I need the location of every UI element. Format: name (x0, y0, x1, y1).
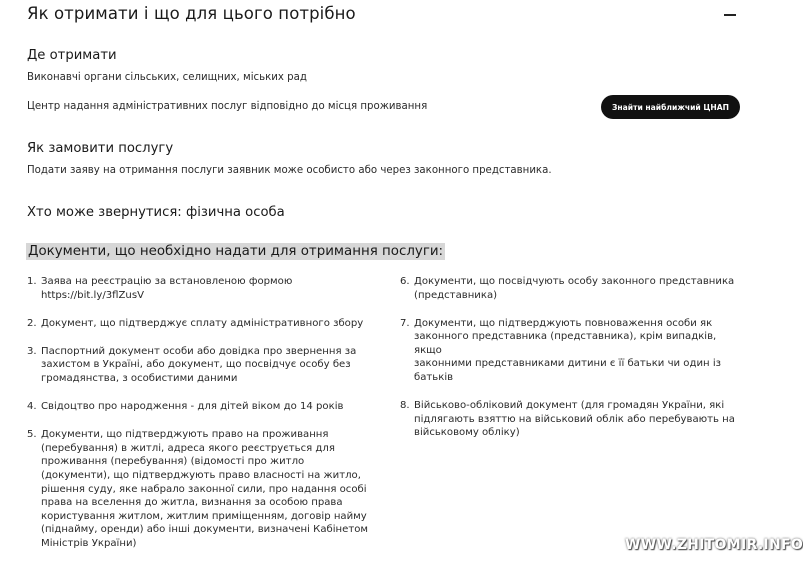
list-text: Свідоцтво про народження - для дітей віком до 14 років (41, 401, 344, 413)
list-text: Документи, що посвідчують особу законного представника (представника) (414, 276, 735, 301)
list-number: 5. (27, 429, 37, 441)
order-heading: Як замовити послугу (27, 141, 174, 156)
section-title: Як отримати і що для цього потрібно (27, 4, 356, 23)
where-line-2: Центр надання адміністративних послуг відповідно до місця проживання (27, 101, 428, 112)
site-watermark: WWW.ZHITOMIR.INFO (625, 537, 803, 553)
list-text: Документ, що підтверджує сплату адміністративного збору (41, 317, 364, 329)
who-heading: Хто може звернутися: фізична особа (27, 205, 285, 220)
list-number: 1. (27, 276, 37, 287)
list-number: 4. (27, 401, 37, 413)
documents-list-right (400, 275, 745, 454)
list-text: Паспортний документ особи або довідка про звернення за захистом в Україні, або документ, що посвідчує особу без громадянства, з особистими даними (41, 345, 357, 384)
collapse-minus-icon[interactable] (721, 5, 741, 23)
list-item (27, 400, 372, 414)
where-heading: Де отримати (27, 48, 117, 63)
documents-list-left (27, 275, 372, 565)
list-text: Військово-обліковий документ (для громадян України, які підлягають взяттю на військовий облік або перебувають на військовому обліку) (414, 400, 735, 439)
list-item (400, 275, 745, 302)
list-text: Документи, що підтверджують повноваження особи як законного представника (представника), крім випадків, якщо законними представниками дитини є її батьки чи один із батьків (414, 317, 721, 384)
list-number: 3. (27, 345, 37, 357)
list-number: 7. (400, 317, 410, 329)
list-text: Документи, що підтверджують право на проживання (перебування) в житлі, адреса якого реєструється для проживання (перебування) (відомості про житло (документи), що підтверджують право власності на житло, рішення суду, яке набрало законної сили, про надання особі права на вселення до житла, визнання за особою права користування житлом, житлим приміщенням, договір найму (піднайму, оренди) або інші документи, визначені Кабінетом Міністрів України) (41, 429, 369, 549)
list-number: 6. (400, 276, 410, 287)
list-number: 2. (27, 317, 37, 329)
list-number: 8. (400, 400, 410, 412)
list-item (27, 275, 372, 302)
order-text: Подати заяву на отримання послуги заявник може особисто або через законного представника. (27, 165, 552, 176)
find-nearest-cnap-button[interactable]: Знайти найближчий ЦНАП (601, 95, 740, 119)
list-item (27, 345, 372, 386)
documents-heading: Документи, що необхідно надати для отримання послуги: (28, 244, 444, 259)
list-item (400, 399, 745, 440)
list-item (27, 317, 372, 331)
where-line-1: Виконавчі органи сільських, селищних, міських рад (27, 72, 307, 83)
list-item (27, 428, 372, 550)
list-text: Заява на реєстрацію за встановленою формою https://bit.ly/3flZusV (41, 276, 293, 301)
section-header[interactable] (27, 4, 747, 24)
list-item (400, 317, 745, 385)
